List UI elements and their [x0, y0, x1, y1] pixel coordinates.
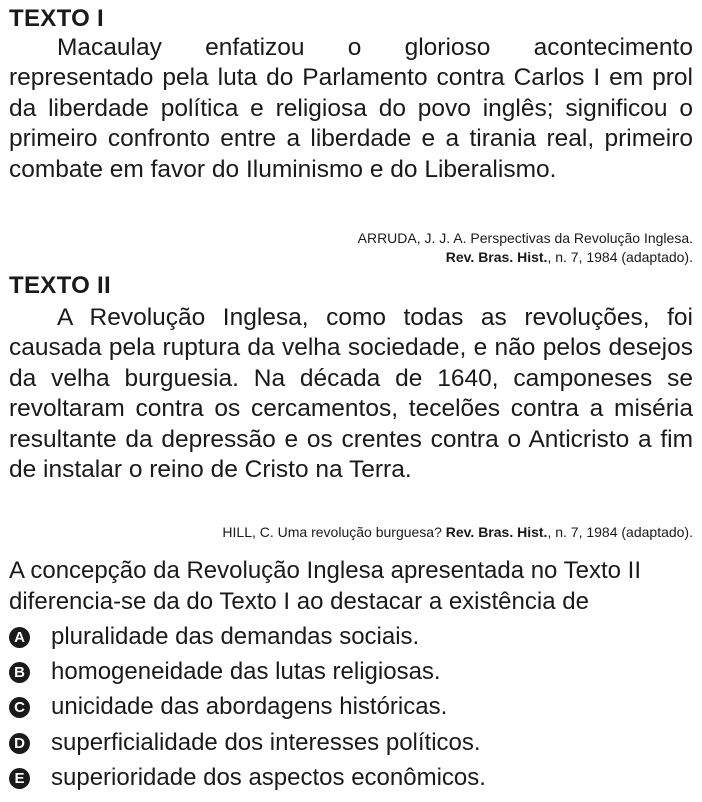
- option-c[interactable]: [9, 692, 447, 722]
- texto-1-source: [358, 229, 693, 267]
- question-stem: A concepção da Revolução Inglesa apresentada no Texto II diferencia-se da do Texto I ao destacar a existência de: [9, 557, 642, 615]
- texto-2-body: A Revolução Inglesa, como todas as revoluções, foi causada pela ruptura da velha sociedade, e não pelos desejos da velha burguesia. Na década de 1640, camponeses se revoltaram contra os cercamentos, tecelões contra a miséria resultante da depressão e os crentes contra o Anticristo a fim de instalar o reino de Cristo na Terra.: [9, 304, 693, 484]
- option-c-letter-badge: C: [9, 697, 30, 718]
- option-e-text: superioridade dos aspectos econômicos.: [51, 764, 486, 791]
- option-c-text: unicidade das abordagens históricas.: [51, 693, 448, 720]
- texto-1-heading: TEXTO I: [9, 5, 105, 32]
- option-d-text: superficialidade dos interesses políticos.: [51, 729, 481, 756]
- texto-2-paragraph: [9, 303, 693, 485]
- option-a[interactable]: [9, 622, 419, 652]
- texto-1-source-rest: , n. 7, 1984 (adaptado).: [547, 249, 693, 265]
- texto-2-source-rest: , n. 7, 1984 (adaptado).: [547, 524, 693, 540]
- texto-1-paragraph: [9, 33, 693, 185]
- texto-1-source-line1: ARRUDA, J. J. A. Perspectivas da Revolução Inglesa.: [357, 230, 693, 246]
- texto-2-source-journal: Rev. Bras. Hist.: [445, 524, 548, 540]
- option-b[interactable]: [9, 657, 441, 687]
- texto-2-heading: TEXTO II: [9, 272, 111, 299]
- option-b-letter-badge: B: [9, 662, 30, 683]
- texto-1-source-line2: [358, 248, 693, 267]
- texto-1-body: Macaulay enfatizou o glorioso acontecimento representado pela luta do Parlamento contra Carlos I em prol da liberdade política e religiosa do povo inglês; significou o primeiro confronto entre a liberdade e a tirania real, primeiro combate em favor do Iluminismo e do Liberalismo.: [9, 34, 693, 183]
- option-a-letter-badge: A: [9, 627, 30, 648]
- option-d-letter-badge: D: [9, 733, 30, 754]
- option-a-text: pluralidade das demandas sociais.: [51, 623, 420, 650]
- option-d[interactable]: [9, 728, 481, 758]
- texto-2-source-prefix: HILL, C. Uma revolução burguesa?: [222, 524, 446, 540]
- texto-1-source-journal: Rev. Bras. Hist.: [445, 249, 548, 265]
- option-e[interactable]: [9, 763, 486, 793]
- texto-2-source: [222, 523, 693, 542]
- option-e-letter-badge: E: [9, 768, 30, 789]
- option-b-text: homogeneidade das lutas religiosas.: [51, 658, 441, 685]
